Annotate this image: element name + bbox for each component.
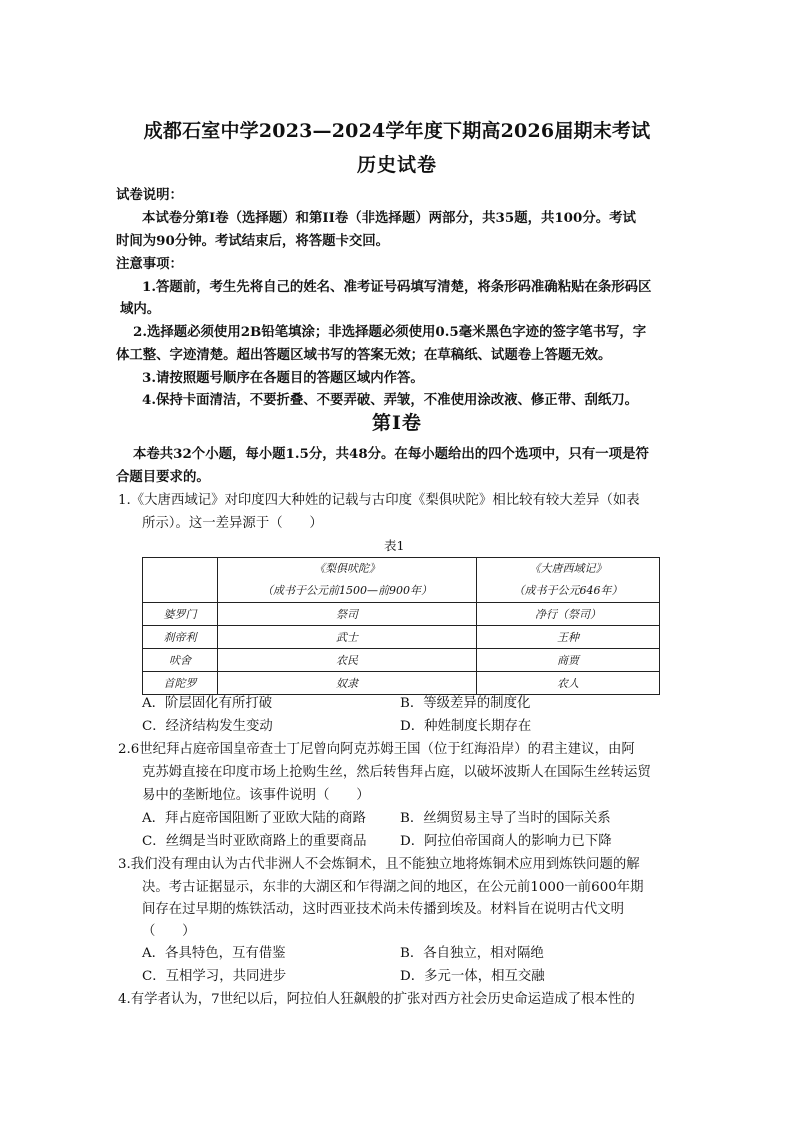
table-cell-rigveda: 农民 [218,649,477,672]
table-cell-datang: 商贾 [477,649,660,672]
q2-option-c: C．丝绸是当时亚欧商路上的重要商品 [142,834,367,849]
rigveda-title: 《梨俱吠陀》 [314,562,380,575]
section-title: 第Ⅰ卷 [372,412,422,434]
q1-caste-table [142,557,660,695]
exam-subtitle: 历史试卷 [356,154,437,176]
q1-table-caption: 表1 [384,538,405,553]
table-row [143,626,660,649]
table-cell-rigveda: 祭司 [218,603,477,626]
note-item-4: 4.保持卡面清洁，不要折叠、不要弄破、弄皱，不准使用涂改液、修正带、刮纸刀。 [142,392,639,408]
q3-stem-line4: （ ） [142,924,196,939]
instructions-text-line1: 本试卷分第Ⅰ卷（选择题）和第II卷（非选择题）两部分，共35题，共100分。考试 [142,210,636,226]
table-cell-rigveda: 武士 [218,626,477,649]
q3-option-c: C．互相学习，共同进步 [142,969,287,984]
datang-title: 《大唐西域记》 [529,562,607,575]
note-item-1-line1: 1.答题前，考生先将自己的姓名、准考证号码填写清楚，将条形码准确粘贴在条形码区 [142,279,652,295]
table-cell-datang: 王种 [477,626,660,649]
table-cell-caste: 首陀罗 [143,672,218,695]
q3-stem-line3: 间存在过早期的炼铁活动，这时西亚技术尚未传播到埃及。材料旨在说明古代文明 [142,902,625,917]
q2-stem-line3: 易中的垄断地位。该事件说明（ ） [142,788,370,803]
q3-option-a: A．各具特色，互有借鉴 [142,946,286,961]
table-header-datang [477,558,660,603]
table-cell-rigveda: 奴隶 [218,672,477,695]
instructions-label: 试卷说明： [116,187,183,203]
table-header-empty [143,558,218,603]
note-item-2-line2: 体工整、字迹清楚。超出答题区域书写的答案无效；在草稿纸、试题卷上答题无效。 [116,347,612,363]
q2-stem-line2: 克苏姆直接在印度市场上抢购生丝，然后转售拜占庭，以破坏波斯人在国际生丝转运贸 [142,765,651,780]
q1-option-a: A．阶层固化有所打破 [142,696,273,711]
section-intro-line2: 合题目要求的。 [116,469,210,485]
q2-option-d: D．阿拉伯帝国商人的影响力已下降 [400,834,612,849]
q2-stem-line1: 2.6世纪拜占庭帝国皇帝查士丁尼曾向阿克苏姆王国（位于红海沿岸）的君主建议，由阿 [118,742,635,757]
table-cell-caste: 婆罗门 [143,603,218,626]
table-row [143,603,660,626]
q2-option-b: B．丝绸贸易主导了当时的国际关系 [400,811,611,826]
q3-stem-line2: 决。考古证据显示，东非的大湖区和乍得湖之间的地区，在公元前1000一前600年期 [142,880,644,895]
rigveda-date: （成书于公元前1500—前900年） [262,584,432,597]
q1-option-c: C．经济结构发生变动 [142,719,273,734]
table-header-row [143,558,660,603]
note-item-2-line1: 2.选择题必须使用2B铅笔填涂；非选择题必须使用0.5毫米黑色字迹的签字笔书写，字 [133,324,647,340]
table-cell-datang: 净行（祭司） [477,603,660,626]
q3-stem-line1: 3.我们没有理由认为古代非洲人不会炼铜术，且不能独立地将炼铜术应用到炼铁问题的解 [118,857,640,872]
q1-stem-line1: 1.《大唐西域记》对印度四大种姓的记载与古印度《梨俱吠陀》相比较有较大差异（如表 [118,493,640,508]
notes-label: 注意事项： [116,256,183,272]
q1-option-b: B．等级差异的制度化 [400,696,531,711]
table-cell-caste: 刹帝利 [143,626,218,649]
q1-option-d: D．种姓制度长期存在 [400,719,532,734]
table-header-rigveda [218,558,477,603]
instructions-text-line2: 时间为90分钟。考试结束后，将答题卡交回。 [116,233,390,249]
q3-option-d: D．多元一体，相互交融 [400,969,545,984]
note-item-3: 3.请按照题号顺序在各题目的答题区域内作答。 [142,370,424,386]
table-row [143,649,660,672]
note-item-1-line2: 域内。 [120,301,161,317]
datang-date: （成书于公元646年） [513,584,623,597]
table-cell-datang: 农人 [477,672,660,695]
table-cell-caste: 吠舍 [143,649,218,672]
section-intro-line1: 本卷共32个小题，每小题1.5分，共48分。在每小题给出的四个选项中，只有一项是符 [133,446,649,462]
q3-option-b: B．各自独立，相对隔绝 [400,946,544,961]
exam-title: 成都石室中学2023—2024学年度下期高2026届期末考试 [143,120,651,142]
q4-stem-line1: 4.有学者认为，7世纪以后，阿拉伯人狂飙般的扩张对西方社会历史命运造成了根本性的 [118,992,635,1007]
q1-stem-line2: 所示）。这一差异源于（ ） [142,516,323,531]
q2-option-a: A．拜占庭帝国阻断了亚欧大陆的商路 [142,811,366,826]
